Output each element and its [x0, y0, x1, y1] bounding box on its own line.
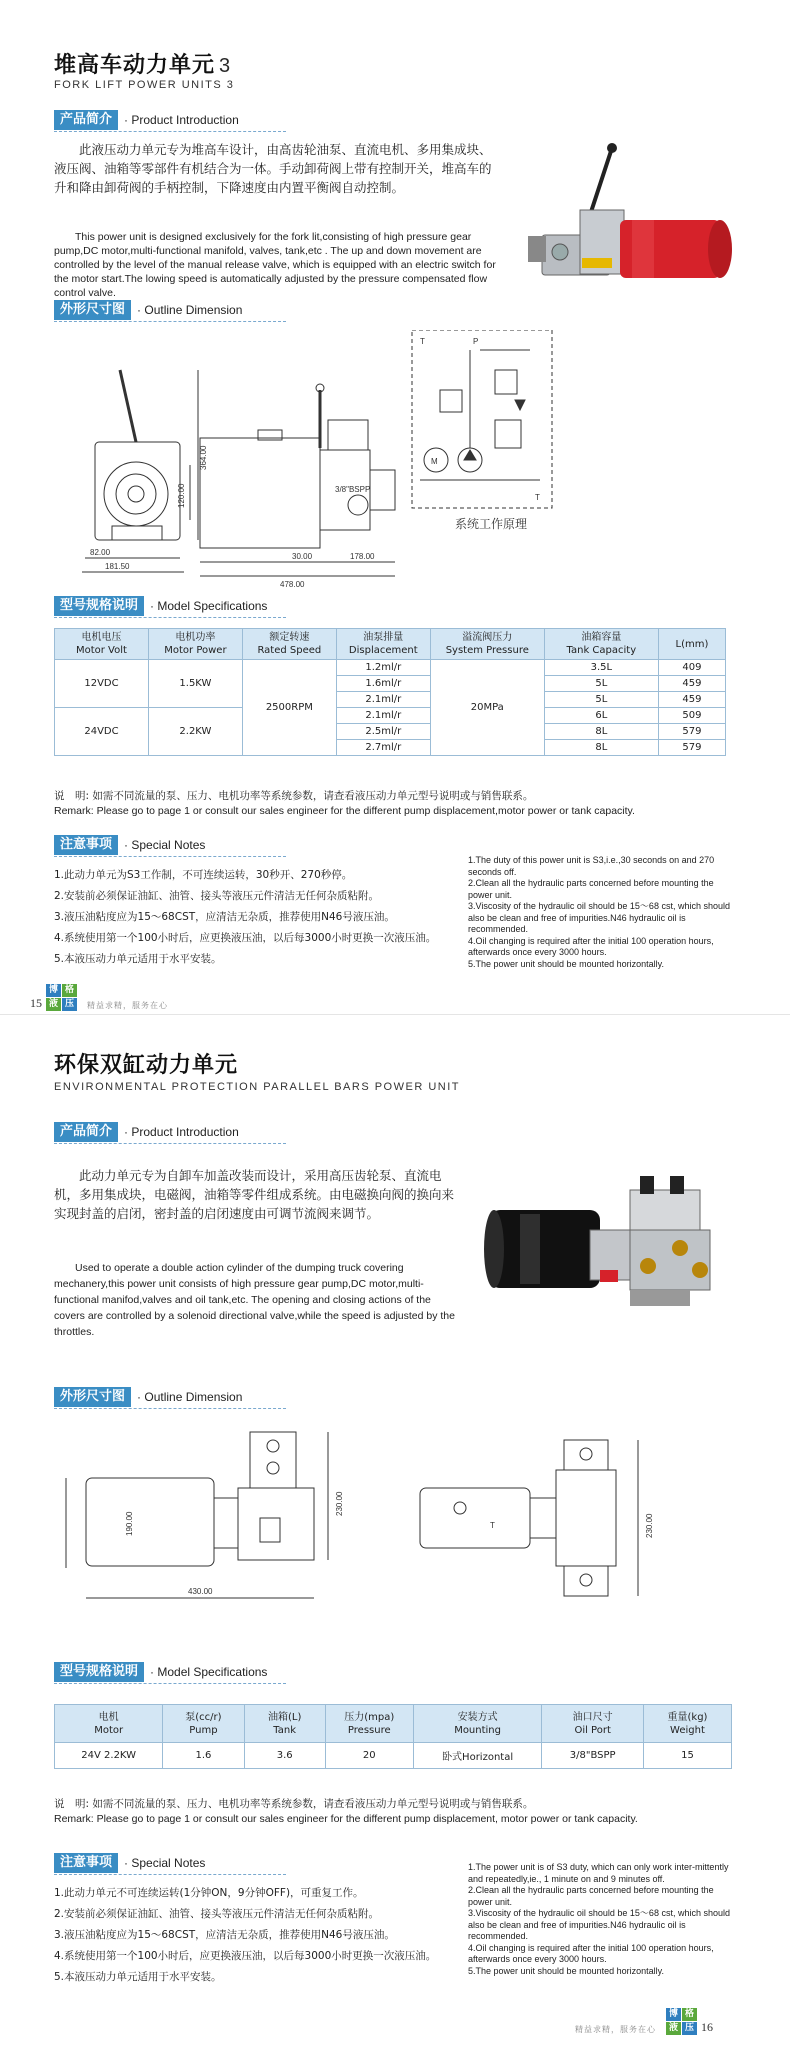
cell-weight: 15	[643, 1743, 731, 1769]
unit1-dim-120: 120.00	[177, 483, 186, 508]
unit1-schematic-p: P	[473, 337, 479, 346]
list-item: 3.Viscosity of the hydraulic oil should be 15～68 cst, which should also be clean and free of impurities.N46 hydraulic oil is recommended.	[468, 1908, 730, 1941]
page16-footer	[575, 2008, 713, 2035]
unit2-intro-heading	[54, 1122, 239, 1142]
unit2-dim-230b: 230.00	[645, 1513, 654, 1538]
cell-oil-port: 3/8"BSPP	[542, 1743, 644, 1769]
unit1-schematic-caption: 系统工作原理	[455, 517, 528, 531]
list-item: 1.The duty of this power unit is S3,i.e.,30 seconds on and 270 seconds off.	[468, 855, 715, 877]
list-item: 1.此动力单元不可连续运转(1分钟ON，9分钟OFF)，可重复工作。	[54, 1887, 364, 1899]
unit1-dim-82: 82.00	[90, 548, 111, 557]
list-item: 3.液压油粘度应为15～68CST，应清洁无杂质，推荐使用N46号液压油。	[54, 911, 395, 923]
cell-pump: 1.6	[163, 1743, 244, 1769]
table-header-row	[55, 629, 726, 660]
cell-disp: 1.6ml/r	[336, 676, 430, 692]
unit1-outline-tag-en: · Outline Dimension	[137, 303, 243, 317]
brand-slogan: 精益求精，服务在心	[575, 2025, 656, 2034]
divider	[54, 1683, 286, 1684]
unit2-remark-en: Remark: Please go to page 1 or consult our sales engineer for the different pump displacement, motor power or tank capacity.	[54, 1813, 638, 1825]
unit1-intro-tag-en: · Product Introduction	[124, 113, 239, 127]
cell-volt-24: 24VDC	[55, 708, 149, 756]
unit2-title-block	[54, 1048, 460, 1093]
brand-logo: 博 格 液 压	[666, 2008, 697, 2035]
unit1-dim-181: 181.50	[105, 562, 130, 571]
unit1-remark-en: Remark: Please go to page 1 or consult our sales engineer for the different pump displacement,motor power or tank capacity.	[54, 805, 635, 817]
unit1-notes-cn	[54, 866, 464, 969]
header-tank: 油箱(L) Tank	[244, 1705, 325, 1743]
list-item: 1.此动力单元为S3工作制，不可连续运转，30秒开、270秒停。	[54, 869, 353, 881]
unit2-spec-table-wrap	[54, 1704, 732, 1769]
cell-disp: 2.5ml/r	[336, 724, 430, 740]
unit1-notes-heading	[54, 835, 205, 855]
cell-tank: 3.6	[244, 1743, 325, 1769]
unit2-product-photo	[480, 1170, 725, 1320]
list-item: 3.液压油粘度应为15～68CST，应清洁无杂质，推荐使用N46号液压油。	[54, 1929, 395, 1941]
header-displacement: 油泵排量 Displacement	[336, 629, 430, 660]
unit2-spec-tag: 型号规格说明	[54, 1662, 144, 1682]
unit1-outline-drawing	[60, 330, 780, 590]
cell-tank: 8L	[544, 740, 658, 756]
list-item: 4.Oil changing is required after the initial 100 operation hours, afterwards once every 3000 hours.	[468, 935, 714, 957]
unit2-title-en: ENVIRONMENTAL PROTECTION PARALLEL BARS POWER UNIT	[54, 1081, 460, 1093]
cell-len: 579	[658, 740, 725, 756]
header-tank-capacity: 油箱容量 Tank Capacity	[544, 629, 658, 660]
unit1-notes-tag-en: · Special Notes	[124, 838, 206, 852]
header-mounting: 安装方式 Mounting	[413, 1705, 542, 1743]
header-weight: 重量(kg) Weight	[643, 1705, 731, 1743]
unit1-remark-cn: 说 明: 如需不同流量的泵、压力、电机功率等系统参数，请查看液压动力单元型号说明或与销售联系。	[54, 790, 534, 802]
divider	[54, 1408, 286, 1409]
unit1-spec-tag-en: · Model Specifications	[150, 599, 268, 613]
header-motor: 电机 Motor	[55, 1705, 163, 1743]
header-oil-port: 油口尺寸 Oil Port	[542, 1705, 644, 1743]
unit2-intro-tag-en: · Product Introduction	[124, 1125, 239, 1139]
header-motor-volt: 电机电压 Motor Volt	[55, 629, 149, 660]
list-item: 2.Clean all the hydraulic parts concerned before mounting the power unit.	[468, 878, 714, 900]
table-row	[55, 1743, 732, 1769]
unit1-spec-tag: 型号规格说明	[54, 596, 144, 616]
list-item: 2.安装前必须保证油缸、油管、接头等液压元件清洁无任何杂质粘附。	[54, 890, 380, 902]
divider	[54, 1874, 286, 1875]
list-item: 2.安装前必须保证油缸、油管、接头等液压元件清洁无任何杂质粘附。	[54, 1908, 380, 1920]
list-item: 1.The power unit is of S3 duty, which can only work inter-mittently and repeatedly,ie., 1 minute on and 9 minutes off.	[468, 1862, 729, 1884]
unit1-schematic-t: T	[420, 337, 425, 346]
table-row	[55, 660, 726, 676]
unit2-notes-cn	[54, 1884, 464, 1987]
unit2-notes-tag-en: · Special Notes	[124, 1856, 206, 1870]
table-row	[55, 708, 726, 724]
unit1-notes-tag: 注意事项	[54, 835, 118, 855]
unit1-intro-tag: 产品简介	[54, 110, 118, 130]
unit1-product-photo	[520, 140, 735, 288]
unit2-notes-heading	[54, 1853, 205, 1873]
unit2-remark	[54, 1797, 764, 1827]
cell-disp: 2.7ml/r	[336, 740, 430, 756]
cell-len: 509	[658, 708, 725, 724]
unit2-notes-en	[468, 1862, 730, 1977]
brand-slogan: 精益求精，服务在心	[87, 1001, 168, 1010]
unit2-remark-cn: 说 明: 如需不同流量的泵、压力、电机功率等系统参数，请查看液压动力单元型号说明或与销售联系。	[54, 1798, 534, 1810]
unit2-title: 环保双缸动力单元	[54, 1053, 239, 1078]
header-pump: 泵(cc/r) Pump	[163, 1705, 244, 1743]
cell-tank: 3.5L	[544, 660, 658, 676]
unit1-spec-table	[54, 628, 726, 756]
cell-len: 459	[658, 692, 725, 708]
unit1-intro-heading	[54, 110, 239, 130]
cell-volt-12: 12VDC	[55, 660, 149, 708]
unit1-intro-cn: 此液压动力单元专为堆高车设计，由高齿轮油泵、直流电机、多用集成块、液压阀、油箱等零部件有机结合为一体。手动卸荷阀上带有控制开关，堆高车的升和降由卸荷阀的手柄控制，下降速度由内置平衡阀自动控制。	[54, 142, 492, 195]
unit1-schematic-t2: T	[535, 493, 540, 502]
cell-mounting: 卧式Horizontal	[413, 1743, 542, 1769]
cell-len: 579	[658, 724, 725, 740]
unit1-outline-tag: 外形尺寸图	[54, 300, 131, 320]
unit1-spec-heading	[54, 596, 267, 616]
page15-footer	[30, 984, 168, 1011]
unit1-dim-178: 178.00	[350, 552, 375, 561]
cell-power-12: 1.5KW	[148, 660, 242, 708]
page-divider	[0, 1014, 790, 1015]
unit2-intro-tag: 产品简介	[54, 1122, 118, 1142]
header-motor-power: 电机功率 Motor Power	[148, 629, 242, 660]
brand-logo: 博 格 液 压	[46, 984, 77, 1011]
unit1-dim-364: 364.00	[199, 445, 208, 470]
unit2-dim-190: 190.00	[125, 1511, 134, 1536]
list-item: 3.Viscosity of the hydraulic oil should be 15～68 cst, which should also be clean and free of impurities.N46 hydraulic oil is recommended.	[468, 901, 730, 934]
unit1-intro-en: This power unit is designed exclusively for the fork lit,consisting of high pressure gear pump,DC motor,multi-functional manifold, valves, tank,etc . The up and down movement are controlled by the level of the manual release valve, which is equipped with an electric switch for the motor start.The lowing speed is automatically adjusted by the pressure compensated flow control valve.	[54, 231, 496, 299]
cell-disp: 2.1ml/r	[336, 692, 430, 708]
unit1-remark	[54, 789, 754, 819]
cell-pressure: 20MPa	[430, 660, 544, 756]
cell-len: 459	[658, 676, 725, 692]
unit2-dim-230: 230.00	[335, 1491, 344, 1516]
unit2-spec-tag-en: · Model Specifications	[150, 1665, 268, 1679]
unit1-notes-en	[468, 855, 730, 970]
header-system-pressure: 溢流阀压力 System Pressure	[430, 629, 544, 660]
unit2-spec-table	[54, 1704, 732, 1769]
unit1-dim-478: 478.00	[280, 580, 305, 589]
header-length: L(mm)	[658, 629, 725, 660]
cell-tank: 5L	[544, 676, 658, 692]
cell-tank: 6L	[544, 708, 658, 724]
divider	[54, 321, 286, 322]
header-pressure: 压力(mpa) Pressure	[325, 1705, 413, 1743]
header-rated-speed: 额定转速 Rated Speed	[242, 629, 336, 660]
unit2-outline-tag: 外形尺寸图	[54, 1387, 131, 1407]
list-item: 5.本液压动力单元适用于水平安装。	[54, 953, 222, 965]
list-item: 5.本液压动力单元适用于水平安装。	[54, 1971, 222, 1983]
table-header-row	[55, 1705, 732, 1743]
cell-tank: 8L	[544, 724, 658, 740]
cell-power-24: 2.2KW	[148, 708, 242, 756]
unit2-intro-cn: 此动力单元专为自卸车加盖改装而设计，采用高压齿轮泵、直流电机，多用集成块，电磁阀，油箱等零件组成系统。由电磁换向阀的换向来实现封盖的启闭，密封盖的启闭速度由可调节流阀来调节。	[54, 1168, 455, 1221]
cell-len: 409	[658, 660, 725, 676]
unit1-bspp-label: 3/8"BSPP	[335, 485, 371, 494]
unit1-title: 堆高车动力单元	[54, 53, 216, 78]
unit2-intro-en: Used to operate a double action cylinder of the dumping truck covering mechanery,this power unit consists of high pressure gear pump,DC motor,multi-functional manifod,valves and oil tank,etc. The opening and closing actions of the covers are controlled by a solenoid directional valve,while the speed is adjusted by the throttles.	[54, 1262, 455, 1338]
unit2-outline-heading	[54, 1387, 242, 1407]
divider	[54, 1143, 286, 1144]
page-number: 15	[30, 996, 42, 1010]
divider	[54, 856, 286, 857]
unit2-outline-drawing	[60, 1418, 740, 1618]
list-item: 5.The power unit should be mounted horizontally.	[468, 958, 664, 969]
cell-tank: 5L	[544, 692, 658, 708]
unit2-spec-heading	[54, 1662, 267, 1682]
svg-text:M: M	[431, 457, 438, 466]
cell-disp: 1.2ml/r	[336, 660, 430, 676]
list-item: 4.系统使用第一个100小时后，应更换液压油，以后每3000小时更换一次液压油。	[54, 1950, 437, 1962]
page-number: 16	[701, 2020, 713, 2034]
divider	[54, 617, 286, 618]
unit1-title-block	[54, 48, 234, 91]
cell-disp: 2.1ml/r	[336, 708, 430, 724]
cell-speed: 2500RPM	[242, 660, 336, 756]
unit1-dim-30: 30.00	[292, 552, 313, 561]
unit2-top-t: T	[490, 1521, 495, 1530]
unit2-notes-tag: 注意事项	[54, 1853, 118, 1873]
unit2-dim-430: 430.00	[188, 1587, 213, 1596]
unit1-outline-heading	[54, 300, 242, 320]
list-item: 4.Oil changing is required after the initial 100 operation hours, afterwards once every 3000 hours.	[468, 1942, 714, 1964]
cell-motor: 24V 2.2KW	[55, 1743, 163, 1769]
unit1-title-en: FORK LIFT POWER UNITS 3	[54, 79, 235, 91]
unit1-spec-table-wrap	[54, 628, 726, 756]
divider	[54, 131, 286, 132]
cell-pressure: 20	[325, 1743, 413, 1769]
list-item: 2.Clean all the hydraulic parts concerned before mounting the power unit.	[468, 1885, 714, 1907]
unit1-title-number: 3	[219, 55, 231, 77]
list-item: 5.The power unit should be mounted horizontally.	[468, 1965, 664, 1976]
list-item: 4.系统使用第一个100小时后，应更换液压油，以后每3000小时更换一次液压油。	[54, 932, 437, 944]
unit2-outline-tag-en: · Outline Dimension	[137, 1390, 243, 1404]
